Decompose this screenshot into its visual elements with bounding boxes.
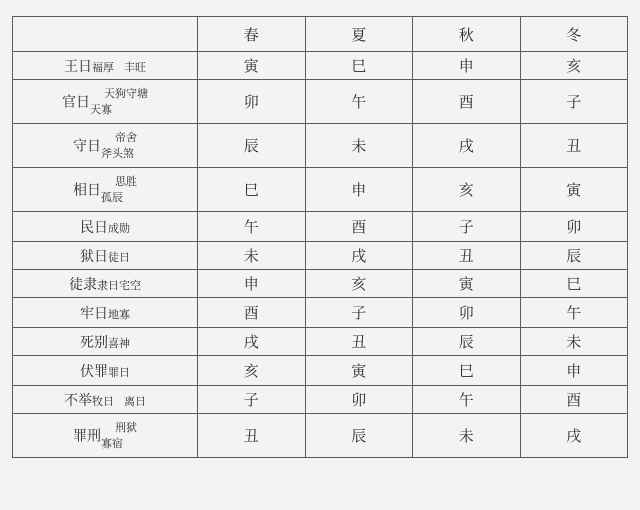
branch-cell-summer: 亥 [305,270,413,298]
season-header-summer: 夏 [305,17,413,52]
row-label-main: 伏罪 [80,363,108,380]
row-label-sub: 徒日 [108,250,130,264]
branch-cell-autumn: 亥 [413,168,521,212]
branch-cell-spring: 辰 [198,124,306,168]
branch-cell-spring: 申 [198,270,306,298]
row-label-cell [13,386,198,414]
branch-cell-spring: 未 [198,242,306,270]
branch-cell-autumn: 午 [413,386,521,414]
branch-cell-spring: 卯 [198,80,306,124]
row-label-sub: 隶日宅空 [97,278,141,292]
row-label-sub: 斧头煞 [101,146,134,160]
table-row [13,168,628,212]
branch-cell-autumn: 申 [413,52,521,80]
row-label-cell [13,414,198,458]
almanac-table [12,16,628,458]
branch-cell-winter: 丑 [520,124,628,168]
branch-cell-spring: 戌 [198,328,306,356]
row-label-main: 罪刑 [73,428,101,444]
row-label-sub: 孤辰 [101,190,123,204]
row-label-cell [13,356,198,386]
season-header-winter: 冬 [520,17,628,52]
row-label-sub: 丰旺 [124,60,146,74]
row-label-sub: 离日 [124,394,146,408]
branch-cell-summer: 未 [305,124,413,168]
row-label-sub: 思胜 [115,174,137,188]
row-label-cell [13,168,198,212]
row-label-sub: 寡宿 [101,436,123,450]
branch-cell-spring: 巳 [198,168,306,212]
branch-cell-autumn: 寅 [413,270,521,298]
row-label-sub: 刑狱 [115,420,137,434]
branch-cell-summer: 辰 [305,414,413,458]
branch-cell-summer: 丑 [305,328,413,356]
row-label-sub-stack [101,130,137,162]
branch-cell-winter: 申 [520,356,628,386]
branch-cell-winter: 未 [520,328,628,356]
row-label-sub: 福厚 [92,60,114,74]
row-label-cell [13,242,198,270]
table-row [13,414,628,458]
row-label-main: 死别 [80,334,108,351]
branch-cell-winter: 酉 [520,386,628,414]
branch-cell-summer: 卯 [305,386,413,414]
branch-cell-summer: 申 [305,168,413,212]
table-row [13,80,628,124]
season-header-spring: 春 [198,17,306,52]
branch-cell-winter: 午 [520,298,628,328]
table-body [13,52,628,458]
row-label-main: 狱日 [80,248,108,265]
branch-cell-autumn: 丑 [413,242,521,270]
row-label-sub: 天寡 [90,102,112,116]
branch-cell-summer: 戌 [305,242,413,270]
row-label-sub: 罪日 [108,365,130,379]
branch-cell-summer: 午 [305,80,413,124]
row-label-main: 不举 [64,392,92,409]
row-label-sub-stack [90,86,148,118]
branch-cell-spring: 子 [198,386,306,414]
branch-cell-spring: 亥 [198,356,306,386]
table-row [13,242,628,270]
row-label-sub-stack [101,174,137,206]
row-label-cell [13,212,198,242]
branch-cell-winter: 寅 [520,168,628,212]
table-row [13,328,628,356]
branch-cell-summer: 寅 [305,356,413,386]
branch-cell-winter: 巳 [520,270,628,298]
row-label-cell [13,298,198,328]
row-label-sub: 地寡 [108,307,130,321]
branch-cell-winter: 卯 [520,212,628,242]
row-label-sub: 成勋 [108,221,130,235]
season-header-autumn: 秋 [413,17,521,52]
branch-cell-spring: 午 [198,212,306,242]
row-label-main: 相日 [73,182,101,198]
row-label-sub: 喜神 [108,336,130,350]
row-label-main: 徒隶 [69,276,97,293]
header-row [13,17,628,52]
table-row [13,298,628,328]
branch-cell-autumn: 戌 [413,124,521,168]
branch-cell-spring: 酉 [198,298,306,328]
table-row [13,386,628,414]
table-row [13,270,628,298]
row-label-main: 民日 [80,219,108,236]
table-row [13,124,628,168]
row-label-cell [13,270,198,298]
branch-cell-winter: 亥 [520,52,628,80]
row-label-sub: 牧日 [92,394,114,408]
branch-cell-winter: 子 [520,80,628,124]
row-label-sub: 帝舍 [115,130,137,144]
table-row [13,212,628,242]
row-label-cell [13,80,198,124]
branch-cell-spring: 丑 [198,414,306,458]
branch-cell-autumn: 辰 [413,328,521,356]
branch-cell-autumn: 卯 [413,298,521,328]
branch-cell-summer: 子 [305,298,413,328]
row-label-main: 官日 [62,94,90,110]
row-label-cell [13,328,198,356]
row-label-main: 牢日 [80,305,108,322]
row-label-cell [13,52,198,80]
branch-cell-autumn: 子 [413,212,521,242]
branch-cell-winter: 戌 [520,414,628,458]
row-label-main: 守日 [73,138,101,154]
branch-cell-winter: 辰 [520,242,628,270]
row-label-sub: 天狗守塘 [104,86,148,100]
corner-cell [13,17,198,52]
table-row [13,356,628,386]
row-label-sub-stack [101,420,137,452]
row-label-cell [13,124,198,168]
branch-cell-autumn: 酉 [413,80,521,124]
branch-cell-summer: 酉 [305,212,413,242]
row-label-main: 王日 [64,58,92,75]
branch-cell-autumn: 未 [413,414,521,458]
branch-cell-summer: 巳 [305,52,413,80]
branch-cell-autumn: 巳 [413,356,521,386]
table-row [13,52,628,80]
branch-cell-spring: 寅 [198,52,306,80]
